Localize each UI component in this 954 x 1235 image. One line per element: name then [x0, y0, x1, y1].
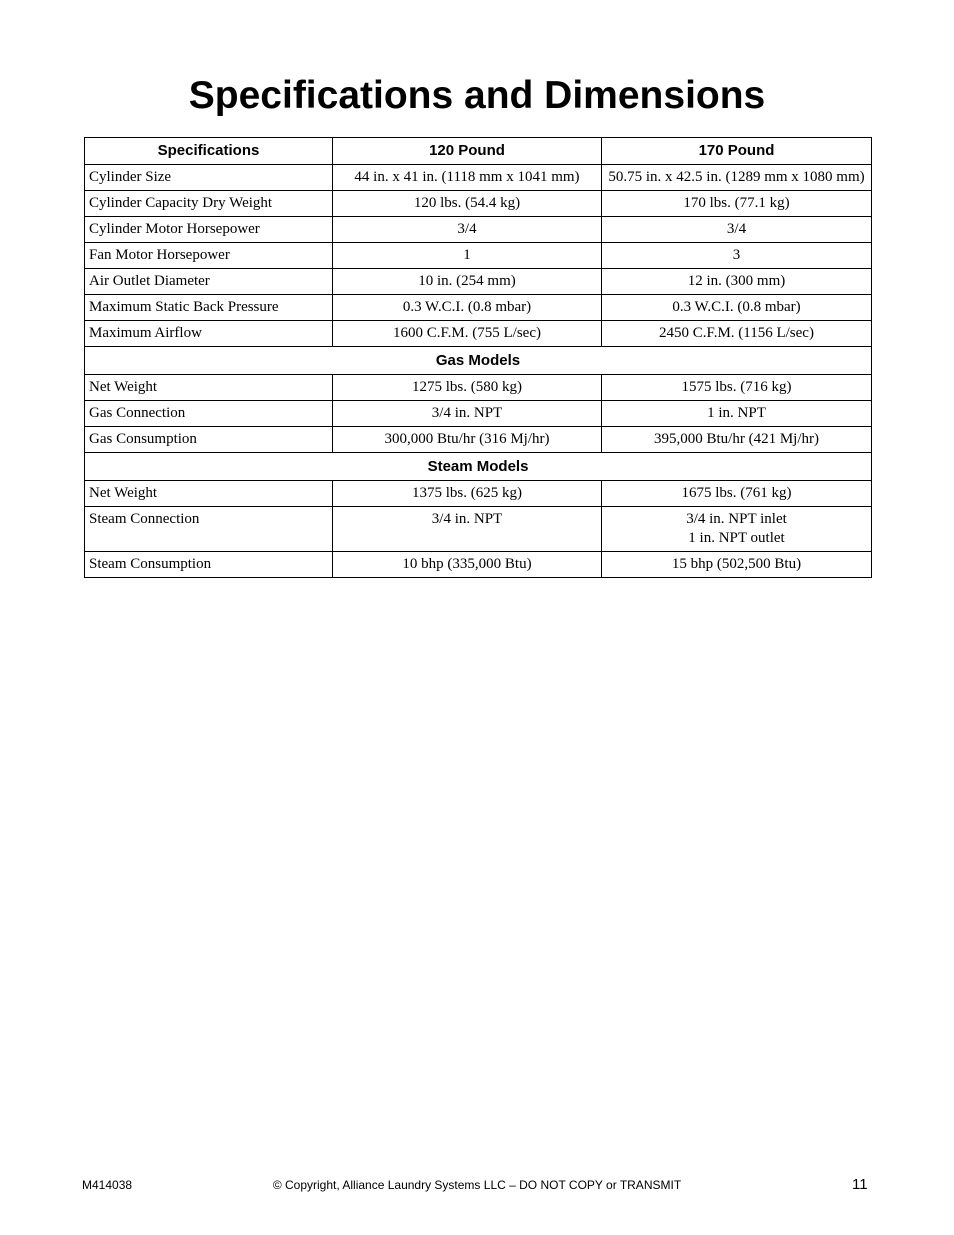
value-120: 1275 lbs. (580 kg) — [333, 375, 602, 401]
table-row — [85, 552, 872, 578]
row-label: Steam Connection — [85, 507, 333, 552]
section-title-steam-models: Steam Models — [85, 453, 872, 481]
row-label: Steam Consumption — [85, 552, 333, 578]
value-170 — [602, 507, 872, 552]
row-label: Gas Connection — [85, 401, 333, 427]
table-row — [85, 295, 872, 321]
value-120: 1600 C.F.M. (755 L/sec) — [333, 321, 602, 347]
value-170: 3/4 — [602, 217, 872, 243]
section-row-steam — [85, 453, 872, 481]
table-row — [85, 191, 872, 217]
table-row — [85, 481, 872, 507]
value-170: 170 lbs. (77.1 kg) — [602, 191, 872, 217]
value-170-line-outlet: 1 in. NPT outlet — [688, 530, 785, 546]
value-120: 300,000 Btu/hr (316 Mj/hr) — [333, 427, 602, 453]
table-row — [85, 321, 872, 347]
table-row — [85, 269, 872, 295]
value-120: 10 bhp (335,000 Btu) — [333, 552, 602, 578]
value-170: 0.3 W.C.I. (0.8 mbar) — [602, 295, 872, 321]
value-120: 3/4 — [333, 217, 602, 243]
value-120: 10 in. (254 mm) — [333, 269, 602, 295]
value-170-line-inlet: 3/4 in. NPT inlet — [686, 511, 787, 527]
row-label: Fan Motor Horsepower — [85, 243, 333, 269]
table-row — [85, 401, 872, 427]
table-header-row — [85, 138, 872, 165]
section-title-gas-models: Gas Models — [85, 347, 872, 375]
row-label: Cylinder Size — [85, 165, 333, 191]
value-170: 1575 lbs. (716 kg) — [602, 375, 872, 401]
value-170: 15 bhp (502,500 Btu) — [602, 552, 872, 578]
header-specifications: Specifications — [85, 138, 333, 165]
value-120: 120 lbs. (54.4 kg) — [333, 191, 602, 217]
table-row — [85, 217, 872, 243]
row-label: Maximum Static Back Pressure — [85, 295, 333, 321]
value-120: 3/4 in. NPT — [333, 507, 602, 552]
value-170: 1675 lbs. (761 kg) — [602, 481, 872, 507]
row-label: Cylinder Motor Horsepower — [85, 217, 333, 243]
table-row — [85, 507, 872, 552]
value-170: 1 in. NPT — [602, 401, 872, 427]
value-170: 12 in. (300 mm) — [602, 269, 872, 295]
row-label: Air Outlet Diameter — [85, 269, 333, 295]
header-170-pound: 170 Pound — [602, 138, 872, 165]
row-label: Maximum Airflow — [85, 321, 333, 347]
section-row-gas — [85, 347, 872, 375]
value-120: 1 — [333, 243, 602, 269]
row-label: Net Weight — [85, 375, 333, 401]
value-120: 1375 lbs. (625 kg) — [333, 481, 602, 507]
value-120: 0.3 W.C.I. (0.8 mbar) — [333, 295, 602, 321]
value-170: 2450 C.F.M. (1156 L/sec) — [602, 321, 872, 347]
value-170: 50.75 in. x 42.5 in. (1289 mm x 1080 mm) — [602, 165, 872, 191]
specifications-table — [84, 137, 872, 578]
header-120-pound: 120 Pound — [333, 138, 602, 165]
footer-copyright: © Copyright, Alliance Laundry Systems LLC – DO NOT COPY or TRANSMIT — [272, 1178, 682, 1192]
row-label: Cylinder Capacity Dry Weight — [85, 191, 333, 217]
table-row — [85, 165, 872, 191]
value-170: 3 — [602, 243, 872, 269]
value-120: 3/4 in. NPT — [333, 401, 602, 427]
footer-doc-number: M414038 — [82, 1178, 133, 1192]
value-120: 44 in. x 41 in. (1118 mm x 1041 mm) — [333, 165, 602, 191]
page-title: Specifications and Dimensions — [188, 74, 766, 117]
footer-page-number: 11 — [852, 1176, 868, 1193]
table-row — [85, 243, 872, 269]
table-row — [85, 375, 872, 401]
row-label: Gas Consumption — [85, 427, 333, 453]
value-170: 395,000 Btu/hr (421 Mj/hr) — [602, 427, 872, 453]
row-label: Net Weight — [85, 481, 333, 507]
table-row — [85, 427, 872, 453]
